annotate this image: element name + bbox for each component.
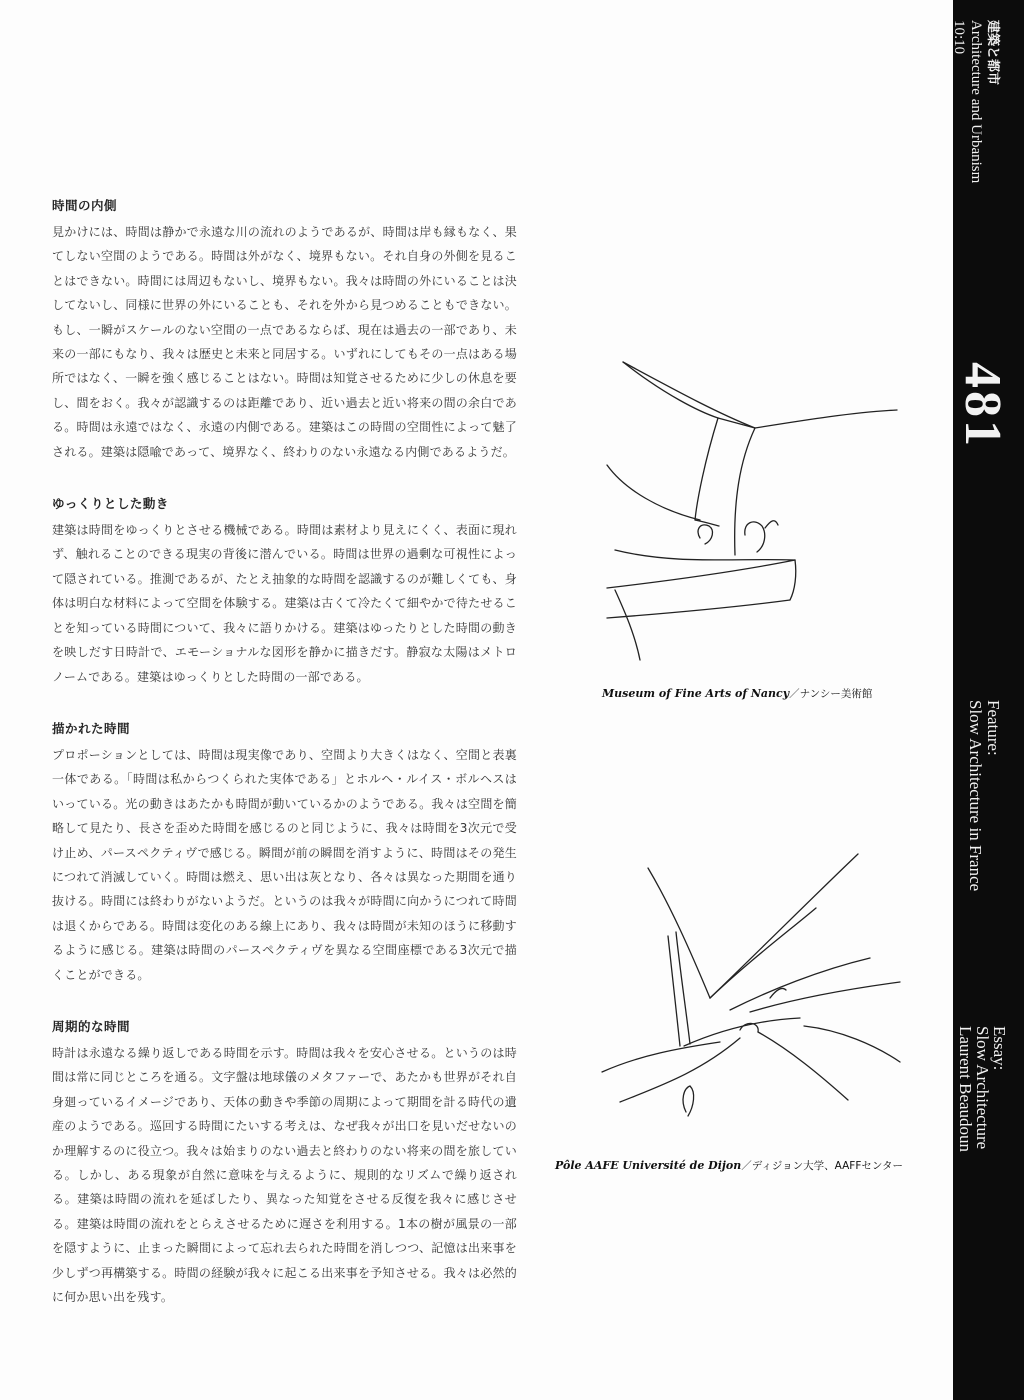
journal-title-en: Architecture and Urbanism	[968, 20, 984, 184]
section-slow-movement	[52, 494, 517, 689]
figure-caption-dijon	[555, 1158, 903, 1173]
caption-separator: ／	[741, 1160, 752, 1172]
figure-caption-nancy	[602, 686, 872, 701]
section-cyclic-time	[52, 1017, 517, 1309]
journal-title	[950, 20, 1001, 183]
section-heading: ゆっくりとした動き	[52, 496, 169, 512]
issue-date: 10:10	[951, 20, 967, 55]
section-body: プロポーションとしては、時間は現実像であり、空間より大きくはなく、空間と表裏一体である。「時間は私からつくられた実体である」とホルヘ・ルイス・ボルヘスはいっている。光の動きはあたかも時間が動いているかのようである。我々は空間を簡略して見たり、長さを歪めた時間を感じるのと同じように、我々は時間を3次元で受け止め、パースペクティヴで感じる。瞬間が前の瞬間を消すように、時間はその発生につれて消滅していく。時間は燃え、思い出は灰となり、各々は異なった期間を通り抜ける。時間には終わりがないようだ。というのは我々が時間に向かうにつれて時間は退くからである。時間は変化のある線上にあり、我々は時間が未知のほうに移動するように感じる。建築は時間のパースペクティヴを異なる空間座標である3次元で描くことができる。	[52, 747, 517, 982]
caption-en: Pôle AAFE Université de Dijon	[555, 1159, 742, 1172]
essay-title: Slow Architecture	[973, 1026, 992, 1150]
journal-title-jp: 建築と都市	[985, 20, 1000, 86]
essay-heading	[957, 1026, 1008, 1152]
section-heading: 描かれた時間	[52, 720, 131, 736]
section-inside-time	[52, 196, 517, 464]
section-body: 時計は永遠なる繰り返しである時間を示す。時間は我々を安心させる。というのは時間は常に同じところを通る。文字盤は地球儀のメタファーで、あたかも世界がそれ自身廻っているイメージであり、天体の動きや季節の周期によって期間を計る時代の遺産のようである。巡回する時間にたいする考えは、なぜ我々が出口を見いだせないのか理解するのに役立つ。我々は始まりのない過去と終わりのない将来の間を旅している。しかし、ある現象が自然に意味を与えるように、規則的なリズムで繰り返される。建築は時間の流れを延ばしたり、異なった知覚をさせる反復を我々に感じさせる。建築は時間の流れをとらえさせるために遅さを利用する。1本の樹が風景の一部を隠すように、止まった瞬間によって忘れ去られた時間を消しつつ、記憶は出来事を少しずつ再構築する。時間の経験が我々に起こる出来事を予知させる。我々は必然的に何か思い出を残す。	[52, 1045, 517, 1305]
feature-heading	[966, 700, 1002, 891]
essay-author: Laurent Beaudoun	[956, 1026, 975, 1153]
section-heading: 周期的な時間	[52, 1018, 131, 1034]
feature-label: Feature:	[984, 700, 1003, 756]
nancy-museum-sketch	[605, 350, 905, 670]
dijon-university-sketch	[600, 850, 910, 1130]
feature-title: Slow Architecture in France	[966, 700, 985, 892]
caption-separator: ／	[789, 688, 800, 700]
issue-number: 481	[954, 362, 1011, 449]
section-heading: 時間の内側	[52, 198, 118, 213]
section-drawn-time	[52, 719, 517, 987]
essay-label: Essay:	[990, 1026, 1009, 1071]
section-body: 建築は時間をゆっくりとさせる機械である。時間は素材より見えにくく、表面に現れず、触れることのできる現実の背後に潜んでいる。時間は世界の過剰な可視性によって隠されている。推測であるが、たとえ抽象的な時間を認識するのが難しくても、身体は明白な材料によって空間を体験する。建築は古くて冷たくて細やかで待たせることを知っている時間について、我々に語りかける。建築はゆったりとした時間の動きを映しだす日時計で、エモーショナルな図形を静かに描きだす。静寂な太陽はメトロノームである。建築はゆっくりとした時間の一部である。	[52, 523, 517, 684]
caption-jp: ナンシー美術館	[799, 688, 873, 700]
section-body: 見かけには、時間は静かで永遠な川の流れのようであるが、時間は岸も縁もなく、果てしない空間のようである。時間は外がなく、境界もない。それ自身の外側を見ることはできない。時間には周辺もないし、境界もない。我々は時間の外にいることは決してないし、同様に世界の外にいることも、それを外から見つめることもできない。もし、一瞬がスケールのない空間の一点であるならば、現在は過去の一部であり、未来の一部にもなり、我々は歴史と未来と同居する。いずれにしてもその一点はある場所ではなく、一瞬を強く感じることはない。時間は知覚させるために少しの休息を要し、間をおく。我々が認識するのは距離であり、近い過去と近い将来の間の余白である。時間は永遠ではなく、永遠の内側である。建築はこの時間の空間性によって魅了される。建築は隠喩であって、境界なく、終わりのない永遠なる内側であるようだ。	[52, 225, 517, 459]
essay-text-column	[52, 196, 517, 1339]
caption-jp: ディジョン大学、AAFFセンター	[751, 1160, 903, 1172]
caption-en: Museum of Fine Arts of Nancy	[602, 687, 790, 700]
